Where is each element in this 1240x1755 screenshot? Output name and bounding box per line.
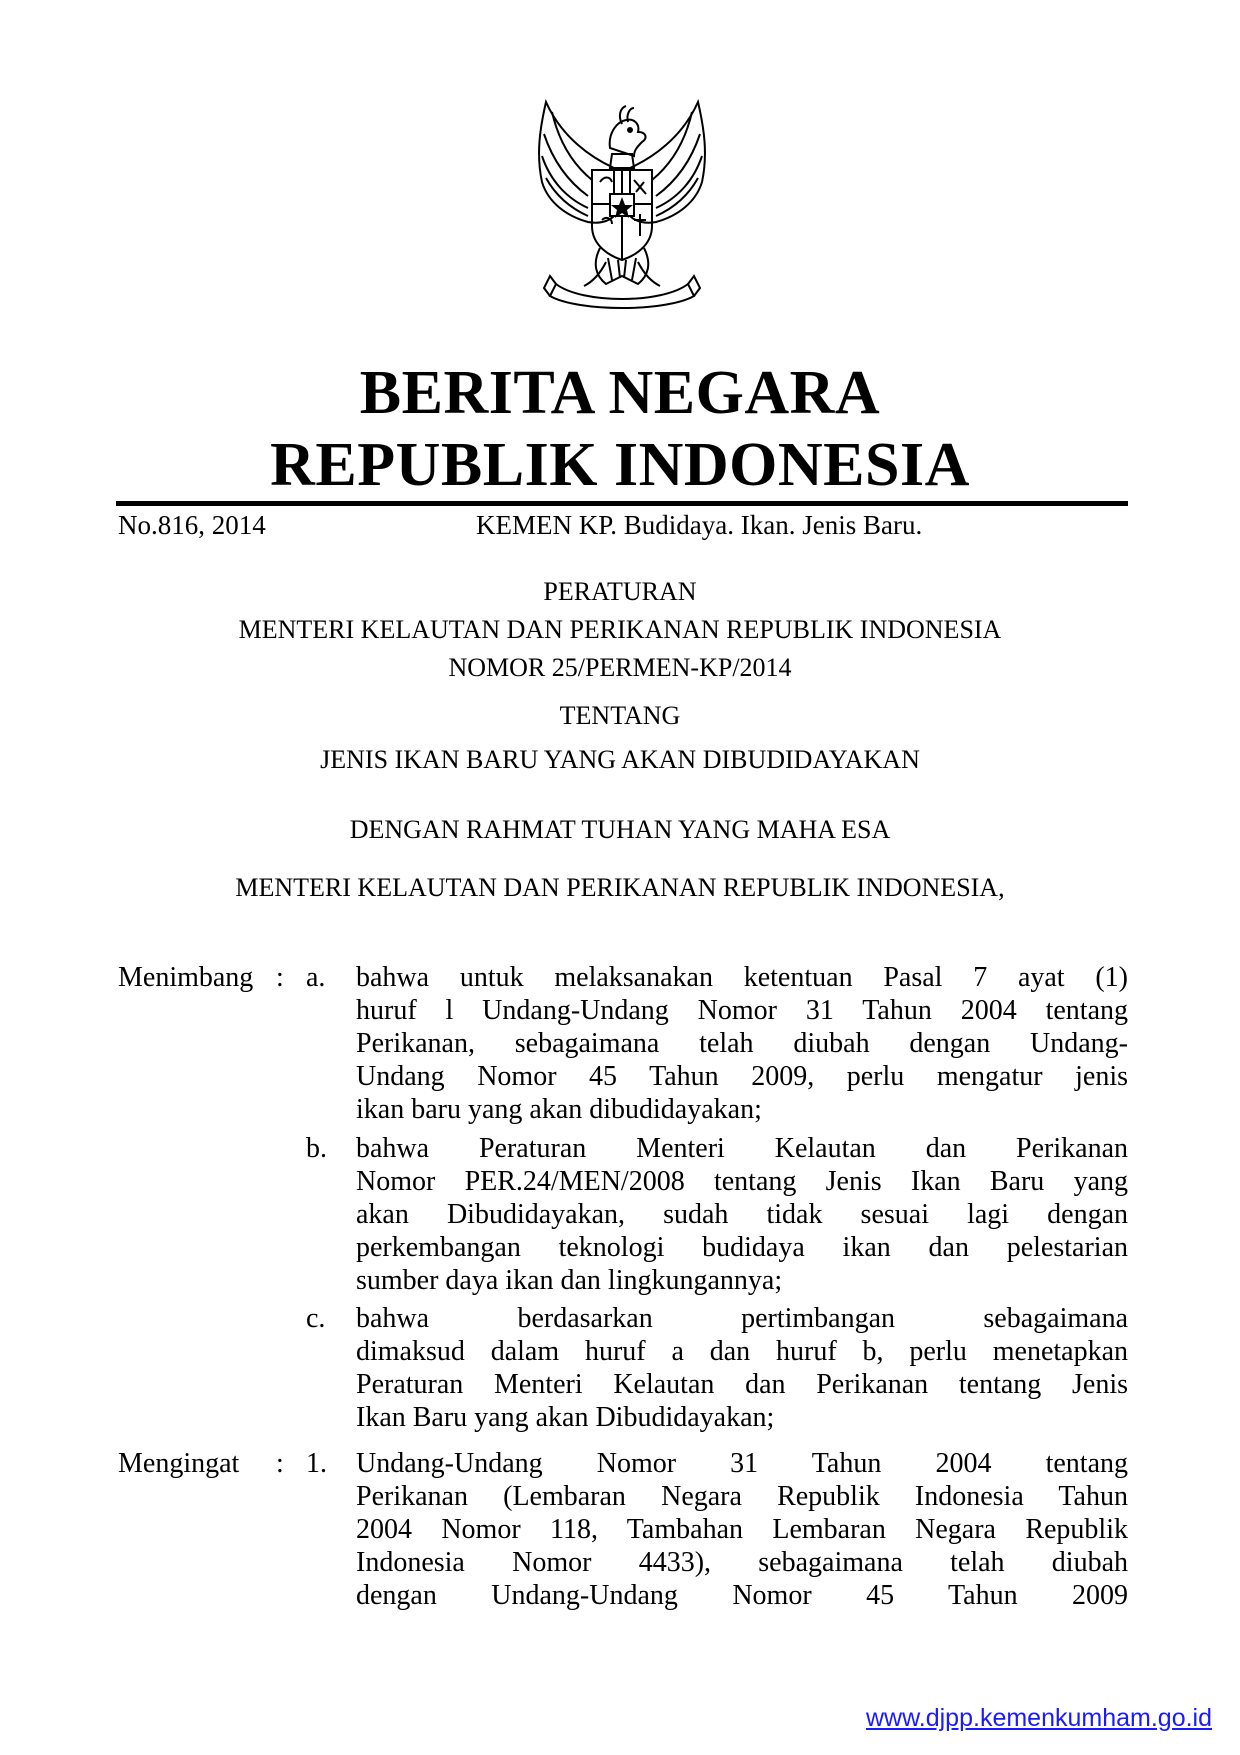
heading-authority: MENTERI KELAUTAN DAN PERIKANAN REPUBLIK INDONESIA, xyxy=(235,873,1005,902)
text-line: 2004 Nomor 118, Tambahan Lembaran Negara Republik xyxy=(356,1514,1128,1545)
garuda-emblem xyxy=(522,98,722,310)
mengingat-item-1 xyxy=(356,1447,1128,1612)
mengingat-label: Mengingat xyxy=(118,1448,240,1479)
text-line: bahwa berdasarkan pertimbangan sebagaimana xyxy=(356,1303,1128,1334)
mengingat-item-1-marker: 1. xyxy=(306,1448,327,1479)
masthead-title-line2: REPUBLIK INDONESIA xyxy=(270,431,970,499)
text-line: Indonesia Nomor 4433), sebagaimana telah diubah xyxy=(356,1547,1128,1578)
text-line: Perikanan (Lembaran Negara Republik Indonesia Tahun xyxy=(356,1481,1128,1512)
menimbang-item-c xyxy=(356,1302,1128,1434)
heading-subject: JENIS IKAN BARU YANG AKAN DIBUDIDAYAKAN xyxy=(320,745,920,774)
text-line: Undang Nomor 45 Tahun 2009, perlu mengatur jenis xyxy=(356,1061,1128,1092)
heading-invocation: DENGAN RAHMAT TUHAN YANG MAHA ESA xyxy=(349,815,891,844)
text-line: Perikanan, sebagaimana telah diubah dengan Undang- xyxy=(356,1028,1128,1059)
text-line: Undang-Undang Nomor 31 Tahun 2004 tentang xyxy=(356,1448,1128,1479)
text-line: Peraturan Menteri Kelautan dan Perikanan tentang Jenis xyxy=(356,1369,1128,1400)
text-line: bahwa Peraturan Menteri Kelautan dan Perikanan xyxy=(356,1133,1128,1164)
heading-ministry: MENTERI KELAUTAN DAN PERIKANAN REPUBLIK INDONESIA xyxy=(238,615,1002,644)
issue-subject: KEMEN KP. Budidaya. Ikan. Jenis Baru. xyxy=(476,510,923,540)
menimbang-item-c-marker: c. xyxy=(306,1303,326,1334)
text-line: ikan baru yang akan dibudidayakan; xyxy=(356,1094,762,1125)
text-line: akan Dibudidayakan, sudah tidak sesuai lagi dengan xyxy=(356,1199,1128,1230)
masthead-title-line1: BERITA NEGARA xyxy=(359,359,881,427)
text-line: Nomor PER.24/MEN/2008 tentang Jenis Ikan Baru yang xyxy=(356,1166,1128,1197)
menimbang-item-b-marker: b. xyxy=(306,1133,327,1164)
text-line: dengan Undang-Undang Nomor 45 Tahun 2009 xyxy=(356,1580,1128,1611)
text-line: bahwa untuk melaksanakan ketentuan Pasal 7 ayat (1) xyxy=(356,962,1128,993)
menimbang-item-a-marker: a. xyxy=(306,962,326,993)
menimbang-colon: : xyxy=(276,962,284,993)
text-line: huruf l Undang-Undang Nomor 31 Tahun 2004 tentang xyxy=(356,995,1128,1026)
footer-website-link[interactable]: www.djpp.kemenkumham.go.id xyxy=(866,1704,1212,1732)
menimbang-item-a xyxy=(356,961,1128,1126)
text-line: Ikan Baru yang akan Dibudidayakan; xyxy=(356,1402,775,1433)
text-line: sumber daya ikan dan lingkungannya; xyxy=(356,1265,783,1296)
masthead-divider xyxy=(116,501,1128,506)
issue-number: No.816, 2014 xyxy=(118,510,266,540)
menimbang-label: Menimbang xyxy=(118,962,254,993)
heading-peraturan: PERATURAN xyxy=(543,577,697,606)
text-line: dimaksud dalam huruf a dan huruf b, perlu menetapkan xyxy=(356,1336,1128,1367)
heading-tentang: TENTANG xyxy=(559,701,681,730)
menimbang-item-b xyxy=(356,1132,1128,1297)
heading-number: NOMOR 25/PERMEN-KP/2014 xyxy=(448,653,792,682)
text-line: perkembangan teknologi budidaya ikan dan pelestarian xyxy=(356,1232,1128,1263)
mengingat-colon: : xyxy=(276,1448,284,1479)
